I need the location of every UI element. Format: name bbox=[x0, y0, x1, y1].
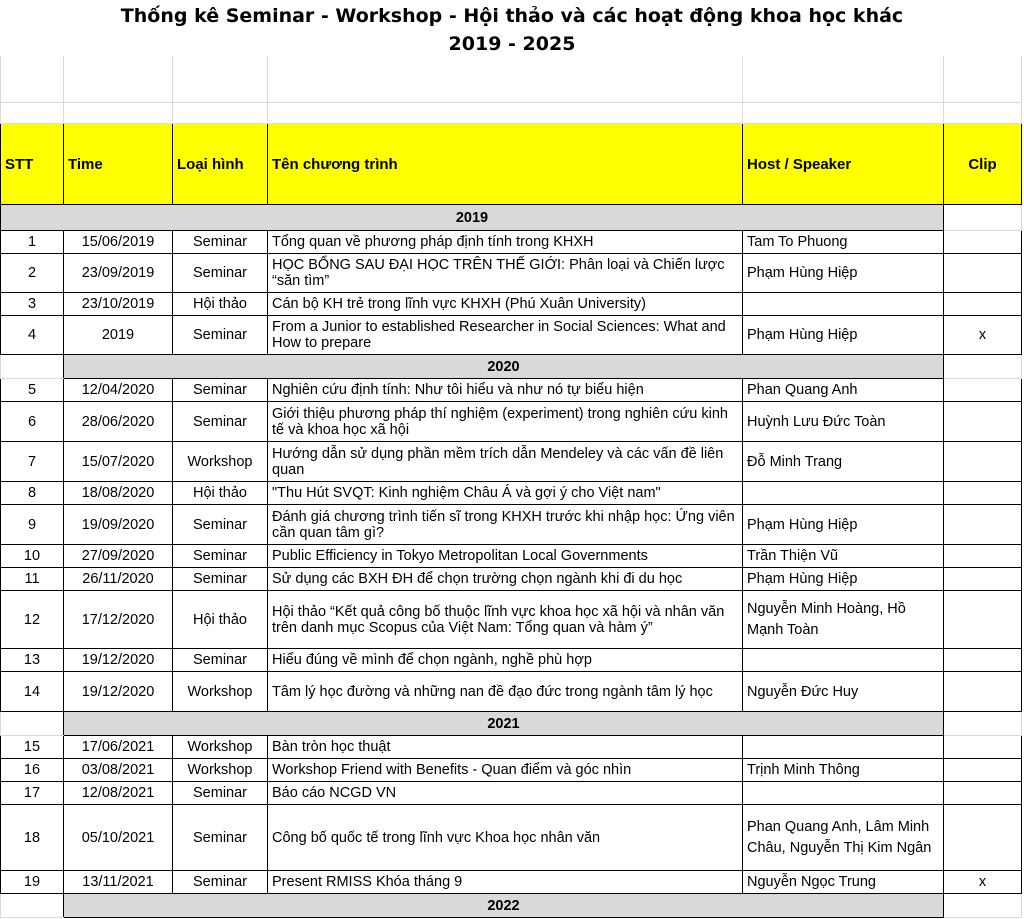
cell[interactable] bbox=[1, 355, 64, 379]
table-row bbox=[1, 482, 1022, 505]
table-row bbox=[1, 759, 1022, 782]
time-cell[interactable]: 23/10/2019 bbox=[64, 293, 173, 316]
name-cell[interactable]: HỌC BỔNG SAU ĐẠI HỌC TRÊN THẾ GIỚI: Phân loại và Chiến lược “săn tìm” bbox=[268, 254, 743, 293]
host-cell[interactable] bbox=[743, 649, 944, 672]
stt-cell[interactable]: 8 bbox=[1, 482, 64, 505]
clip-cell[interactable] bbox=[944, 759, 1022, 782]
type-cell[interactable]: Workshop bbox=[173, 736, 268, 759]
clip-cell[interactable] bbox=[944, 591, 1022, 649]
table-row bbox=[1, 871, 1022, 894]
host-cell[interactable] bbox=[743, 782, 944, 805]
cell[interactable] bbox=[268, 103, 743, 124]
clip-cell[interactable] bbox=[944, 231, 1022, 254]
clip-cell[interactable] bbox=[944, 379, 1022, 402]
time-cell[interactable]: 2019 bbox=[64, 316, 173, 355]
type-cell[interactable]: Seminar bbox=[173, 568, 268, 591]
name-cell[interactable]: Hướng dẫn sử dụng phần mềm trích dẫn Mendeley và các vấn đề liên quan bbox=[268, 442, 743, 482]
clip-cell[interactable] bbox=[944, 805, 1022, 871]
table-row bbox=[1, 736, 1022, 759]
name-cell[interactable]: Workshop Friend with Benefits - Quan điểm và góc nhìn bbox=[268, 759, 743, 782]
clip-cell[interactable] bbox=[944, 736, 1022, 759]
host-cell[interactable]: Phạm Hùng Hiệp bbox=[743, 505, 944, 545]
name-cell[interactable]: Hội thảo “Kết quả công bố thuộc lĩnh vực khoa học xã hội và nhân văn trên danh mục Scopus của Việt Nam: Tổng quan và hàm ý” bbox=[268, 591, 743, 649]
type-cell[interactable]: Hội thảo bbox=[173, 482, 268, 505]
time-cell[interactable]: 15/06/2019 bbox=[64, 231, 173, 254]
name-cell[interactable]: Present RMISS Khóa tháng 9 bbox=[268, 871, 743, 894]
type-cell[interactable]: Workshop bbox=[173, 672, 268, 712]
name-cell[interactable]: Tâm lý học đường và những nan đề đạo đức trong ngành tâm lý học bbox=[268, 672, 743, 712]
stt-cell[interactable]: 5 bbox=[1, 379, 64, 402]
year-row bbox=[1, 205, 1022, 231]
name-cell[interactable]: Hiểu đúng về mình để chọn ngành, nghề phù hợp bbox=[268, 649, 743, 672]
time-cell[interactable]: 13/11/2021 bbox=[64, 871, 173, 894]
type-cell[interactable]: Seminar bbox=[173, 316, 268, 355]
clip-cell[interactable] bbox=[944, 482, 1022, 505]
header-clip[interactable]: Clip bbox=[944, 124, 1022, 205]
type-cell[interactable]: Seminar bbox=[173, 649, 268, 672]
host-cell[interactable] bbox=[743, 482, 944, 505]
host-cell[interactable]: Trịnh Minh Thông bbox=[743, 759, 944, 782]
year-label[interactable]: 2019 bbox=[1, 205, 944, 231]
stt-cell[interactable]: 18 bbox=[1, 805, 64, 871]
header-time[interactable]: Time bbox=[64, 124, 173, 205]
stt-cell[interactable]: 11 bbox=[1, 568, 64, 591]
type-cell[interactable]: Seminar bbox=[173, 231, 268, 254]
name-cell[interactable]: "Thu Hút SVQT: Kinh nghiệm Châu Á và gợi ý cho Việt nam" bbox=[268, 482, 743, 505]
type-cell[interactable]: Seminar bbox=[173, 805, 268, 871]
year-row bbox=[1, 894, 1022, 918]
host-cell[interactable]: Tam To Phuong bbox=[743, 231, 944, 254]
table-row bbox=[1, 672, 1022, 712]
time-cell[interactable]: 18/08/2020 bbox=[64, 482, 173, 505]
header-name[interactable]: Tên chương trình bbox=[268, 124, 743, 205]
type-cell[interactable]: Workshop bbox=[173, 759, 268, 782]
host-cell[interactable]: Phạm Hùng Hiệp bbox=[743, 254, 944, 293]
time-cell[interactable]: 19/09/2020 bbox=[64, 505, 173, 545]
cell[interactable] bbox=[1, 894, 64, 918]
page-subtitle: 2019 - 2025 bbox=[448, 33, 576, 55]
table-row bbox=[1, 231, 1022, 254]
time-cell[interactable]: 26/11/2020 bbox=[64, 568, 173, 591]
year-row bbox=[1, 712, 1022, 736]
stt-cell[interactable]: 14 bbox=[1, 672, 64, 712]
cell[interactable] bbox=[944, 355, 1022, 379]
stt-cell[interactable]: 9 bbox=[1, 505, 64, 545]
table-row bbox=[1, 293, 1022, 316]
table-row bbox=[1, 379, 1022, 402]
cell[interactable] bbox=[944, 894, 1022, 918]
stt-cell[interactable]: 4 bbox=[1, 316, 64, 355]
cell[interactable] bbox=[743, 56, 944, 103]
host-cell[interactable]: Phạm Hùng Hiệp bbox=[743, 316, 944, 355]
clip-cell[interactable] bbox=[944, 254, 1022, 293]
table-row bbox=[1, 568, 1022, 591]
clip-cell[interactable] bbox=[944, 402, 1022, 442]
header-host[interactable]: Host / Speaker bbox=[743, 124, 944, 205]
table-row bbox=[1, 505, 1022, 545]
host-cell[interactable]: Phan Quang Anh bbox=[743, 379, 944, 402]
clip-cell[interactable] bbox=[944, 505, 1022, 545]
time-cell[interactable]: 28/06/2020 bbox=[64, 402, 173, 442]
time-cell[interactable]: 03/08/2021 bbox=[64, 759, 173, 782]
type-cell[interactable]: Seminar bbox=[173, 379, 268, 402]
time-cell[interactable]: 12/04/2020 bbox=[64, 379, 173, 402]
type-cell[interactable]: Seminar bbox=[173, 254, 268, 293]
stt-cell[interactable]: 2 bbox=[1, 254, 64, 293]
header-row bbox=[1, 124, 1022, 205]
name-cell[interactable]: Công bố quốc tế trong lĩnh vực Khoa học nhân văn bbox=[268, 805, 743, 871]
host-cell[interactable]: Nguyễn Đức Huy bbox=[743, 672, 944, 712]
header-type[interactable]: Loại hình bbox=[173, 124, 268, 205]
cell[interactable] bbox=[944, 205, 1022, 231]
host-cell[interactable]: Phan Quang Anh, Lâm Minh Châu, Nguyễn Thị Kim Ngân bbox=[743, 805, 944, 871]
stt-cell[interactable]: 17 bbox=[1, 782, 64, 805]
clip-cell[interactable] bbox=[944, 649, 1022, 672]
name-cell[interactable]: Bàn tròn học thuật bbox=[268, 736, 743, 759]
type-cell[interactable]: Hội thảo bbox=[173, 591, 268, 649]
year-label[interactable]: 2022 bbox=[64, 894, 944, 918]
year-label[interactable]: 2020 bbox=[64, 355, 944, 379]
host-cell[interactable]: Nguyễn Minh Hoàng, Hồ Mạnh Toàn bbox=[743, 591, 944, 649]
type-cell[interactable]: Seminar bbox=[173, 782, 268, 805]
stt-cell[interactable]: 15 bbox=[1, 736, 64, 759]
time-cell[interactable]: 19/12/2020 bbox=[64, 649, 173, 672]
table-row bbox=[1, 254, 1022, 293]
stt-cell[interactable]: 12 bbox=[1, 591, 64, 649]
cell[interactable] bbox=[64, 103, 173, 124]
clip-cell[interactable] bbox=[944, 568, 1022, 591]
year-row bbox=[1, 355, 1022, 379]
clip-cell[interactable] bbox=[944, 442, 1022, 482]
name-cell[interactable]: From a Junior to established Researcher in Social Sciences: What and How to prepare bbox=[268, 316, 743, 355]
cell[interactable] bbox=[944, 56, 1022, 103]
name-cell[interactable]: Tổng quan về phương pháp định tính trong KHXH bbox=[268, 231, 743, 254]
clip-cell[interactable]: x bbox=[944, 316, 1022, 355]
stt-cell[interactable]: 7 bbox=[1, 442, 64, 482]
cell[interactable] bbox=[1, 712, 64, 736]
table-row bbox=[1, 591, 1022, 649]
header-stt[interactable]: STT bbox=[1, 124, 64, 205]
table-row bbox=[1, 402, 1022, 442]
time-cell[interactable]: 17/12/2020 bbox=[64, 591, 173, 649]
time-cell[interactable]: 05/10/2021 bbox=[64, 805, 173, 871]
cell[interactable] bbox=[173, 56, 268, 103]
table-row bbox=[1, 442, 1022, 482]
stt-cell[interactable]: 3 bbox=[1, 293, 64, 316]
clip-cell[interactable] bbox=[944, 782, 1022, 805]
time-cell[interactable]: 19/12/2020 bbox=[64, 672, 173, 712]
name-cell[interactable]: Public Efficiency in Tokyo Metropolitan Local Governments bbox=[268, 545, 743, 568]
name-cell[interactable]: Báo cáo NCGD VN bbox=[268, 782, 743, 805]
type-cell[interactable]: Hội thảo bbox=[173, 293, 268, 316]
stt-cell[interactable]: 6 bbox=[1, 402, 64, 442]
time-cell[interactable]: 12/08/2021 bbox=[64, 782, 173, 805]
table-row bbox=[1, 649, 1022, 672]
table-row bbox=[1, 782, 1022, 805]
clip-cell[interactable] bbox=[944, 545, 1022, 568]
stt-cell[interactable]: 13 bbox=[1, 649, 64, 672]
stt-cell[interactable]: 19 bbox=[1, 871, 64, 894]
time-cell[interactable]: 23/09/2019 bbox=[64, 254, 173, 293]
host-cell[interactable]: Phạm Hùng Hiệp bbox=[743, 568, 944, 591]
name-cell[interactable]: Nghiên cứu định tính: Như tôi hiểu và như nó tự biểu hiện bbox=[268, 379, 743, 402]
cell[interactable] bbox=[173, 103, 268, 124]
host-cell[interactable]: Đỗ Minh Trang bbox=[743, 442, 944, 482]
name-cell[interactable]: Đánh giá chương trình tiến sĩ trong KHXH trước khi nhập học: Ứng viên cần quan tâm gì? bbox=[268, 505, 743, 545]
stt-cell[interactable]: 10 bbox=[1, 545, 64, 568]
table-row bbox=[1, 805, 1022, 871]
host-cell[interactable]: Nguyễn Ngọc Trung bbox=[743, 871, 944, 894]
name-cell[interactable]: Cán bộ KH trẻ trong lĩnh vực KHXH (Phú Xuân University) bbox=[268, 293, 743, 316]
table-row bbox=[1, 545, 1022, 568]
type-cell[interactable]: Seminar bbox=[173, 402, 268, 442]
host-cell[interactable] bbox=[743, 736, 944, 759]
stt-cell[interactable]: 1 bbox=[1, 231, 64, 254]
type-cell[interactable]: Seminar bbox=[173, 871, 268, 894]
clip-cell[interactable] bbox=[944, 293, 1022, 316]
type-cell[interactable]: Workshop bbox=[173, 442, 268, 482]
clip-cell[interactable]: x bbox=[944, 871, 1022, 894]
cell[interactable] bbox=[743, 103, 944, 124]
time-cell[interactable]: 15/07/2020 bbox=[64, 442, 173, 482]
type-cell[interactable]: Seminar bbox=[173, 505, 268, 545]
cell[interactable] bbox=[944, 712, 1022, 736]
time-cell[interactable]: 17/06/2021 bbox=[64, 736, 173, 759]
clip-cell[interactable] bbox=[944, 672, 1022, 712]
cell[interactable] bbox=[944, 103, 1022, 124]
host-cell[interactable]: Trần Thiện Vũ bbox=[743, 545, 944, 568]
host-cell[interactable]: Huỳnh Lưu Đức Toàn bbox=[743, 402, 944, 442]
type-cell[interactable]: Seminar bbox=[173, 545, 268, 568]
stt-cell[interactable]: 16 bbox=[1, 759, 64, 782]
time-cell[interactable]: 27/09/2020 bbox=[64, 545, 173, 568]
table-row bbox=[1, 316, 1022, 355]
host-cell[interactable] bbox=[743, 293, 944, 316]
cell[interactable] bbox=[268, 56, 743, 103]
year-label[interactable]: 2021 bbox=[64, 712, 944, 736]
name-cell[interactable]: Sử dụng các BXH ĐH để chọn trường chọn ngành khi đi du học bbox=[268, 568, 743, 591]
page-title: Thống kê Seminar - Workshop - Hội thảo và các hoạt động khoa học khác bbox=[120, 5, 904, 27]
name-cell[interactable]: Giới thiệu phương pháp thí nghiệm (experiment) trong nghiên cứu kinh tế và khoa học xã hội bbox=[268, 402, 743, 442]
cell[interactable] bbox=[1, 103, 64, 124]
cell[interactable] bbox=[1, 56, 64, 103]
cell[interactable] bbox=[64, 56, 173, 103]
